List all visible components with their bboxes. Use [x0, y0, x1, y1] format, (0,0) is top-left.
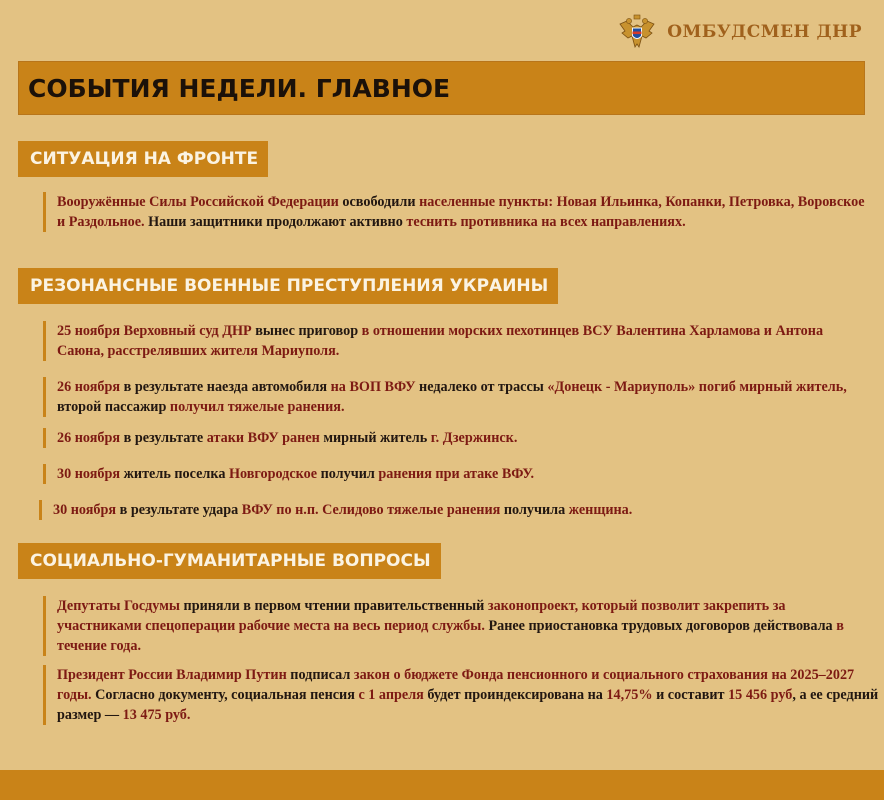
- page-title: [18, 61, 865, 115]
- list-item-crimes-5: 30 ноября в результате удара ВФУ по н.п. Селидово тяжелые ранения получила женщина.: [39, 500, 872, 520]
- section-header-front: [18, 141, 268, 177]
- section-heading-social: СОЦИАЛЬНО-ГУМАНИТАРНЫЕ ВОПРОСЫ: [30, 551, 431, 571]
- brand: [617, 12, 862, 52]
- list-item-crimes-2: 26 ноября в результате наезда автомобиля на ВОП ВФУ недалеко от трассы «Донецк - Мариуполь» погиб мирный житель, второй пассажир получил тяжелые ранения.: [43, 377, 872, 417]
- list-item-crimes-3: 26 ноября в результате атаки ВФУ ранен мирный житель г. Дзержинск.: [43, 428, 872, 448]
- section-header-crimes: [18, 268, 558, 304]
- bottom-bar: [0, 770, 884, 800]
- section-heading-front: СИТУАЦИЯ НА ФРОНТЕ: [30, 149, 259, 169]
- list-item-social-2: Президент России Владимир Путин подписал закон о бюджете Фонда пенсионного и социального страхования на 2025–2027 годы. Согласно документу, социальная пенсия с 1 апреля будет проиндексирована на 14,75% и составит 15 456 руб, а ее средний размер — 13 475 руб.: [43, 665, 880, 725]
- section-heading-crimes: РЕЗОНАНСНЫЕ ВОЕННЫЕ ПРЕСТУПЛЕНИЯ УКРАИНЫ: [30, 276, 549, 296]
- section-header-social: [18, 543, 441, 579]
- double-headed-eagle-icon: [617, 12, 657, 52]
- list-item-social-1: Депутаты Госдумы приняли в первом чтении правительственный законопроект, который позволит закрепить за участниками спецоперации рабочие места на весь период службы. Ранее приостановка трудовых договоров действовала в течение года.: [43, 596, 872, 656]
- list-item-crimes-1: 25 ноября Верховный суд ДНР вынес приговор в отношении морских пехотинцев ВСУ Валентина Харламова и Антона Саюна, расстрелявших жителя Мариуполя.: [43, 321, 872, 361]
- list-item-crimes-4: 30 ноября житель поселка Новгородское получил ранения при атаке ВФУ.: [43, 464, 872, 484]
- list-item-front-1: Вооружённые Силы Российской Федерации освободили населенные пункты: Новая Ильинка, Копанки, Петровка, Воровское и Раздольное. Наши защитники продолжают активно теснить противника на всех направлениях.: [43, 192, 872, 232]
- page-title-text: СОБЫТИЯ НЕДЕЛИ. ГЛАВНОЕ: [28, 73, 451, 103]
- brand-name: ОМБУДСМЕН ДНР: [667, 22, 862, 42]
